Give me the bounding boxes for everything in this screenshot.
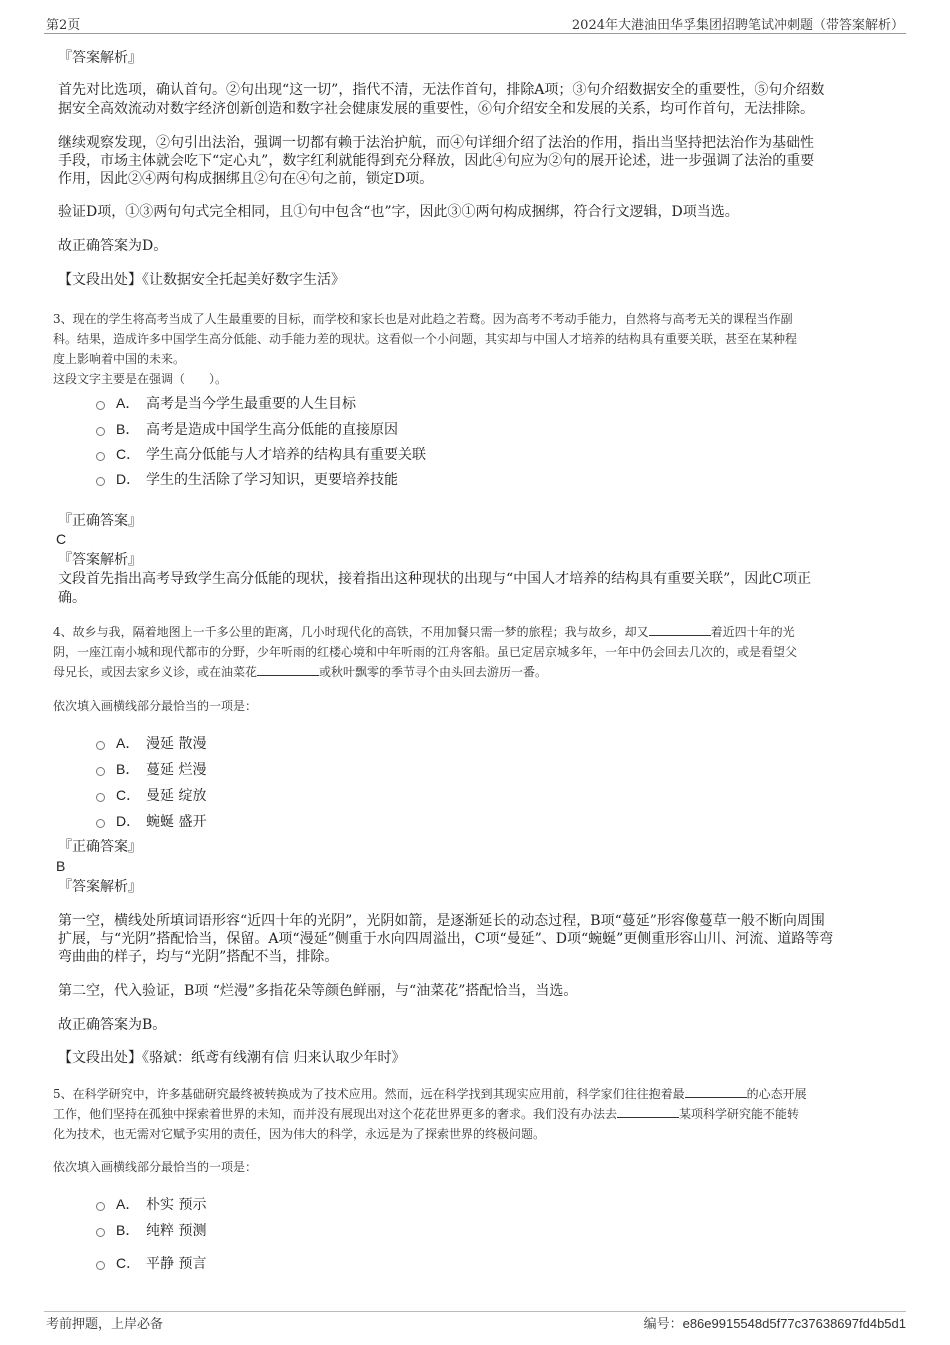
- q2-analysis-para1-line2: 据安全高效流动对数字经济创新创造和数字社会健康发展的重要性，⑥句介绍安全和发展的关系，均可作首句，无法排除。: [58, 101, 814, 117]
- q4-stem-line1: 4、故乡与我，隔着地图上一千多公里的距离，几小时现代化的高铁，不用加餐只需一梦的旅程；我与故乡，却又 着近四十年的光: [53, 625, 795, 639]
- q4-analysis-para1-line1: 第一空，横线处所填词语形容“近四十年的光阴”，光阴如箭，是逐渐延长的动态过程，B项“蔓延”形容像蔓草一般不断向周围: [58, 913, 825, 929]
- fill-blank: [649, 625, 711, 636]
- q4-analysis-para3: 故正确答案为B。: [58, 1017, 167, 1033]
- q5-option-b[interactable]: B． 纯粹 预测: [96, 1220, 206, 1240]
- q2-analysis-label: 『答案解析』: [58, 50, 142, 66]
- q4-analysis-para2: 第二空，代入验证，B项 “烂漫”多指花朵等颜色鲜丽，与“油菜花”搭配恰当，当选。: [58, 983, 578, 999]
- q3-option-a[interactable]: A． 高考是当今学生最重要的人生目标: [96, 393, 356, 413]
- q4-analysis-label: 『答案解析』: [58, 879, 142, 895]
- page-number: 第2页: [46, 18, 81, 33]
- q3-option-b[interactable]: B． 高考是造成中国学生高分低能的直接原因: [96, 419, 398, 439]
- document-title: 2024年大港油田华孚集团招聘笔试冲刺题（带答案解析）: [571, 18, 904, 33]
- radio-icon[interactable]: [96, 767, 105, 776]
- q4-option-c[interactable]: C． 曼延 绽放: [96, 785, 206, 805]
- q3-stem-line3: 度上影响着中国的未来。: [53, 352, 186, 366]
- q4-option-d[interactable]: D． 蜿蜒 盛开: [96, 811, 206, 831]
- q3-option-d[interactable]: D． 学生的生活除了学习知识，更要培养技能: [96, 469, 398, 489]
- q4-source: 【文段出处】《骆斌：纸鸢有线潮有信 归来认取少年时》: [58, 1050, 406, 1066]
- fill-blank: [257, 665, 319, 676]
- q3-option-c[interactable]: C． 学生高分低能与人才培养的结构具有重要关联: [96, 444, 426, 464]
- q2-analysis-para2-line1: 继续观察发现，②句引出法治，强调一切都有赖于法治护航，而④句详细介绍了法治的作用，指出当坚持把法治作为基础性: [58, 135, 814, 151]
- radio-icon[interactable]: [96, 427, 105, 436]
- radio-icon[interactable]: [96, 401, 105, 410]
- q3-prompt: 这段文字主要是在强调（ ）。: [53, 372, 228, 386]
- q3-answer-label: 『正确答案』: [58, 513, 142, 529]
- radio-icon[interactable]: [96, 793, 105, 802]
- q4-stem-line3: 母兄长，或因去家乡义诊，或在油菜花 或秋叶飘零的季节寻个由头回去游历一番。: [53, 665, 548, 679]
- q4-analysis-para1-line2: 扩展，与“光阴”搭配恰当，保留。A项“漫延”侧重于水向四周溢出，C项“曼延”、D项“蜿蜒”更侧重形容山川、河流、道路等弯: [58, 931, 834, 947]
- q2-analysis-para4: 故正确答案为D。: [58, 238, 168, 254]
- radio-icon[interactable]: [96, 477, 105, 486]
- q2-analysis-para1-line1: 首先对比选项，确认首句。②句出现“这一切”，指代不清，无法作首句，排除A项；③句介绍数据安全的重要性，⑤句介绍数: [58, 82, 825, 98]
- header-divider: [44, 33, 906, 34]
- q2-analysis-para2-line2: 手段，市场主体就会吃下“定心丸”，数字红利就能得到充分释放，因此④句应为②句的展开论述，进一步强调了法治的重要: [58, 153, 815, 169]
- q5-option-a[interactable]: A． 朴实 预示: [96, 1194, 206, 1214]
- q3-stem-line1: 3、现在的学生将高考当成了人生最重要的目标，而学校和家长也是对此趋之若鹜。因为高考不考动手能力，自然将与高考无关的课程当作副: [53, 312, 793, 326]
- footer-code: 编号：e86e9915548d5f77c37638697fd4b5d1: [643, 1316, 906, 1332]
- q3-stem-line2: 科。结果，造成许多中国学生高分低能、动手能力差的现状。这看似一个小问题，其实却与中国人才培养的结构具有重要关联，甚至在某种程: [53, 332, 798, 346]
- q4-answer: B: [56, 858, 66, 874]
- q4-answer-label: 『正确答案』: [58, 839, 142, 855]
- q5-stem-line2: 工作，他们坚持在孤独中探索着世界的未知，而并没有展现出对这个花花世界更多的奢求。我们没有办法去 某项科学研究能不能转: [53, 1107, 800, 1121]
- q3-analysis-line2: 确。: [58, 590, 86, 606]
- q5-prompt: 依次填入画横线部分最恰当的一项是：: [53, 1160, 258, 1174]
- fill-blank: [685, 1087, 747, 1098]
- q2-analysis-para2-line3: 作用，因此②④两句构成捆绑且②句在④句之前，锁定D项。: [58, 171, 434, 187]
- radio-icon[interactable]: [96, 819, 105, 828]
- q4-option-b[interactable]: B． 蔓延 烂漫: [96, 759, 206, 779]
- q3-analysis-label: 『答案解析』: [58, 552, 142, 568]
- radio-icon[interactable]: [96, 452, 105, 461]
- q3-analysis-line1: 文段首先指出高考导致学生高分低能的现状，接着指出这种现状的出现与“中国人才培养的结构具有重要关联”，因此C项正: [58, 571, 812, 587]
- q3-answer: C: [56, 531, 67, 547]
- radio-icon[interactable]: [96, 1228, 105, 1237]
- q4-analysis-para1-line3: 弯曲曲的样子，均与“光阴”搭配不当，排除。: [58, 949, 339, 965]
- q5-option-c[interactable]: C． 平静 预言: [96, 1253, 206, 1273]
- q4-prompt: 依次填入画横线部分最恰当的一项是：: [53, 699, 258, 713]
- q5-stem-line3: 化为技术，也无需对它赋予实用的责任，因为伟大的科学，永远是为了探索世界的终极问题。: [53, 1127, 546, 1141]
- radio-icon[interactable]: [96, 1261, 105, 1270]
- footer-divider: [44, 1311, 906, 1312]
- q5-stem-line1: 5、在科学研究中，许多基础研究最终被转换成为了技术应用。然而，远在科学找到其现实应用前，科学家们往往抱着最 的心态开展: [53, 1087, 807, 1101]
- q4-option-a[interactable]: A． 漫延 散漫: [96, 733, 206, 753]
- radio-icon[interactable]: [96, 741, 105, 750]
- q2-analysis-para3: 验证D项，①③两句句式完全相同，且①句中包含“也”字，因此③①两句构成捆绑，符合行文逻辑，D项当选。: [58, 204, 739, 220]
- radio-icon[interactable]: [96, 1202, 105, 1211]
- footer-slogan: 考前押题，上岸必备: [46, 1317, 164, 1332]
- fill-blank: [617, 1107, 679, 1118]
- q4-stem-line2: 阴，一座江南小城和现代都市的分野，少年听雨的红楼心境和中年听雨的江舟客船。虽已定居京城多年，一年中仍会回去几次的，或是看望父: [53, 645, 798, 659]
- q2-source: 【文段出处】《让数据安全托起美好数字生活》: [58, 272, 345, 288]
